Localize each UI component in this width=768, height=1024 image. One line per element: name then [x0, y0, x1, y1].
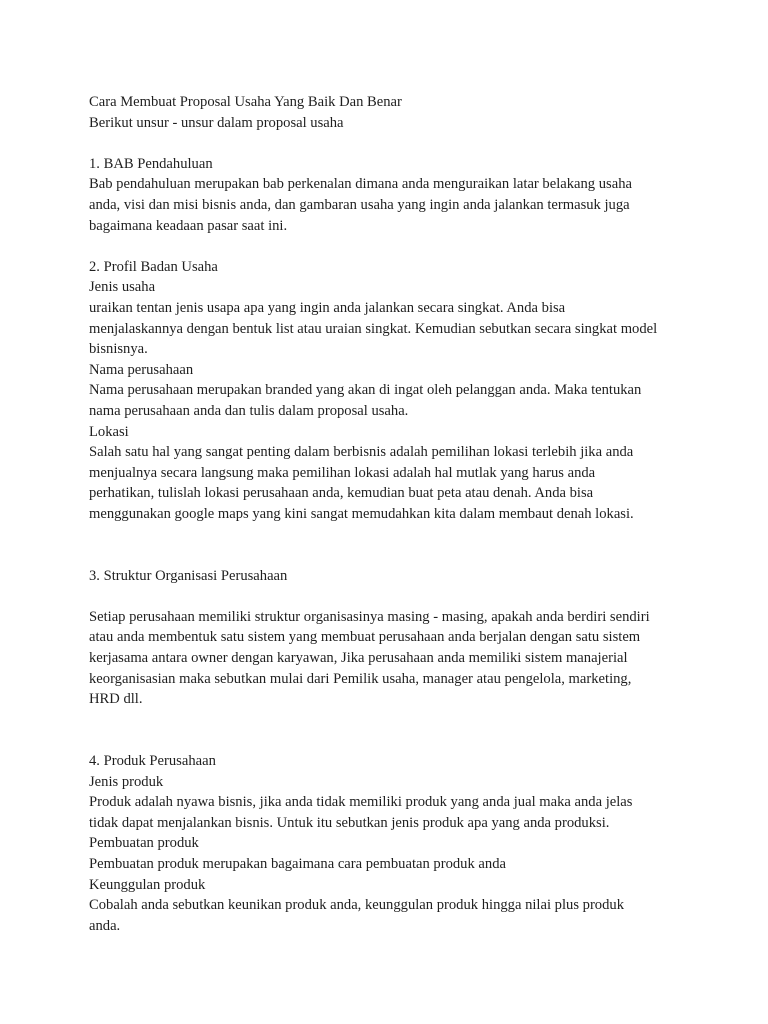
section-3-text: keorganisasian maka sebutkan mulai dari Pemilik usaha, manager atau pengelola, marketing, [89, 670, 632, 687]
keunggulan-produk-text: Cobalah anda sebutkan keunikan produk anda, keunggulan produk hingga nilai plus produk [89, 897, 624, 914]
jenis-produk-label: Jenis produk [89, 773, 164, 790]
keunggulan-produk-text: anda. [89, 917, 121, 934]
nama-perusahaan-text: nama perusahaan anda dan tulis dalam proposal usaha. [89, 402, 409, 419]
spacer [89, 730, 689, 751]
spacer [89, 545, 689, 566]
section-3-text: HRD dll. [89, 691, 143, 708]
section-4-heading: 4. Produk Perusahaan [89, 753, 216, 769]
nama-perusahaan-label: Nama perusahaan [89, 361, 194, 378]
lokasi-text: perhatikan, tulislah lokasi perusahaan anda, kemudian buat peta atau denah. Anda bisa [89, 485, 594, 502]
lokasi-text: Salah satu hal yang sangat penting dalam berbisnis adalah pemilihan lokasi terlebih jika anda [89, 444, 634, 461]
document-title: Cara Membuat Proposal Usaha Yang Baik Dan Benar [89, 94, 402, 110]
jenis-usaha-text: uraikan tentan jenis usapa apa yang ingin anda jalankan secara singkat. Anda bisa [89, 299, 566, 316]
section-2-heading: 2. Profil Badan Usaha [89, 258, 218, 275]
lokasi-text: menjualnya secara langsung maka pemilihan lokasi adalah hal mutlak yang harus anda [89, 464, 596, 481]
jenis-usaha-label: Jenis usaha [89, 279, 156, 296]
section-1-text: bagaimana keadaan pasar saat ini. [89, 217, 288, 234]
section-3-text: atau anda membentuk satu sistem yang membuat perusahaan anda berjalan dengan satu sistem [89, 629, 641, 646]
lokasi-label: Lokasi [89, 423, 129, 440]
section-1-heading: 1. BAB Pendahuluan [89, 155, 213, 172]
pembuatan-produk-label: Pembuatan produk [89, 835, 199, 852]
spacer [89, 710, 689, 731]
pembuatan-produk-text: Pembuatan produk merupakan bagaimana cara pembuatan produk anda [89, 855, 506, 872]
jenis-produk-text: tidak dapat menjalankan bisnis. Untuk itu sebutkan jenis produk apa yang anda produksi. [89, 814, 610, 831]
jenis-usaha-text: bisnisnya. [89, 341, 148, 358]
spacer [89, 586, 689, 607]
section-3-text: kerjasama antara owner dengan karyawan, Jika perusahaan anda memiliki sistem manajerial [89, 650, 628, 667]
nama-perusahaan-text: Nama perusahaan merupakan branded yang akan di ingat oleh pelanggan anda. Maka tentukan [89, 382, 642, 399]
section-3-heading: 3. Struktur Organisasi Perusahaan [89, 567, 288, 584]
spacer [89, 236, 689, 257]
jenis-usaha-text: menjalaskannya dengan bentuk list atau uraian singkat. Kemudian sebutkan secara singkat model [89, 320, 658, 337]
section-1-text: anda, visi dan misi bisnis anda, dan gambaran usaha yang ingin anda jalankan termasuk juga [89, 196, 630, 213]
lokasi-text: menggunakan google maps yang kini sangat memudahkan kita dalam membaut denah lokasi. [89, 505, 634, 522]
spacer [89, 133, 689, 154]
document-subtitle: Berikut unsur - unsur dalam proposal usaha [89, 114, 344, 131]
document-page [89, 92, 689, 936]
section-3-text: Setiap perusahaan memiliki struktur organisasinya masing - masing, apakah anda berdiri sendiri [89, 608, 650, 625]
jenis-produk-text: Produk adalah nyawa bisnis, jika anda tidak memiliki produk yang anda jual maka anda jelas [89, 794, 633, 811]
spacer [89, 524, 689, 545]
keunggulan-produk-label: Keunggulan produk [89, 876, 206, 893]
section-1-text: Bab pendahuluan merupakan bab perkenalan dimana anda menguraikan latar belakang usaha [89, 176, 632, 193]
